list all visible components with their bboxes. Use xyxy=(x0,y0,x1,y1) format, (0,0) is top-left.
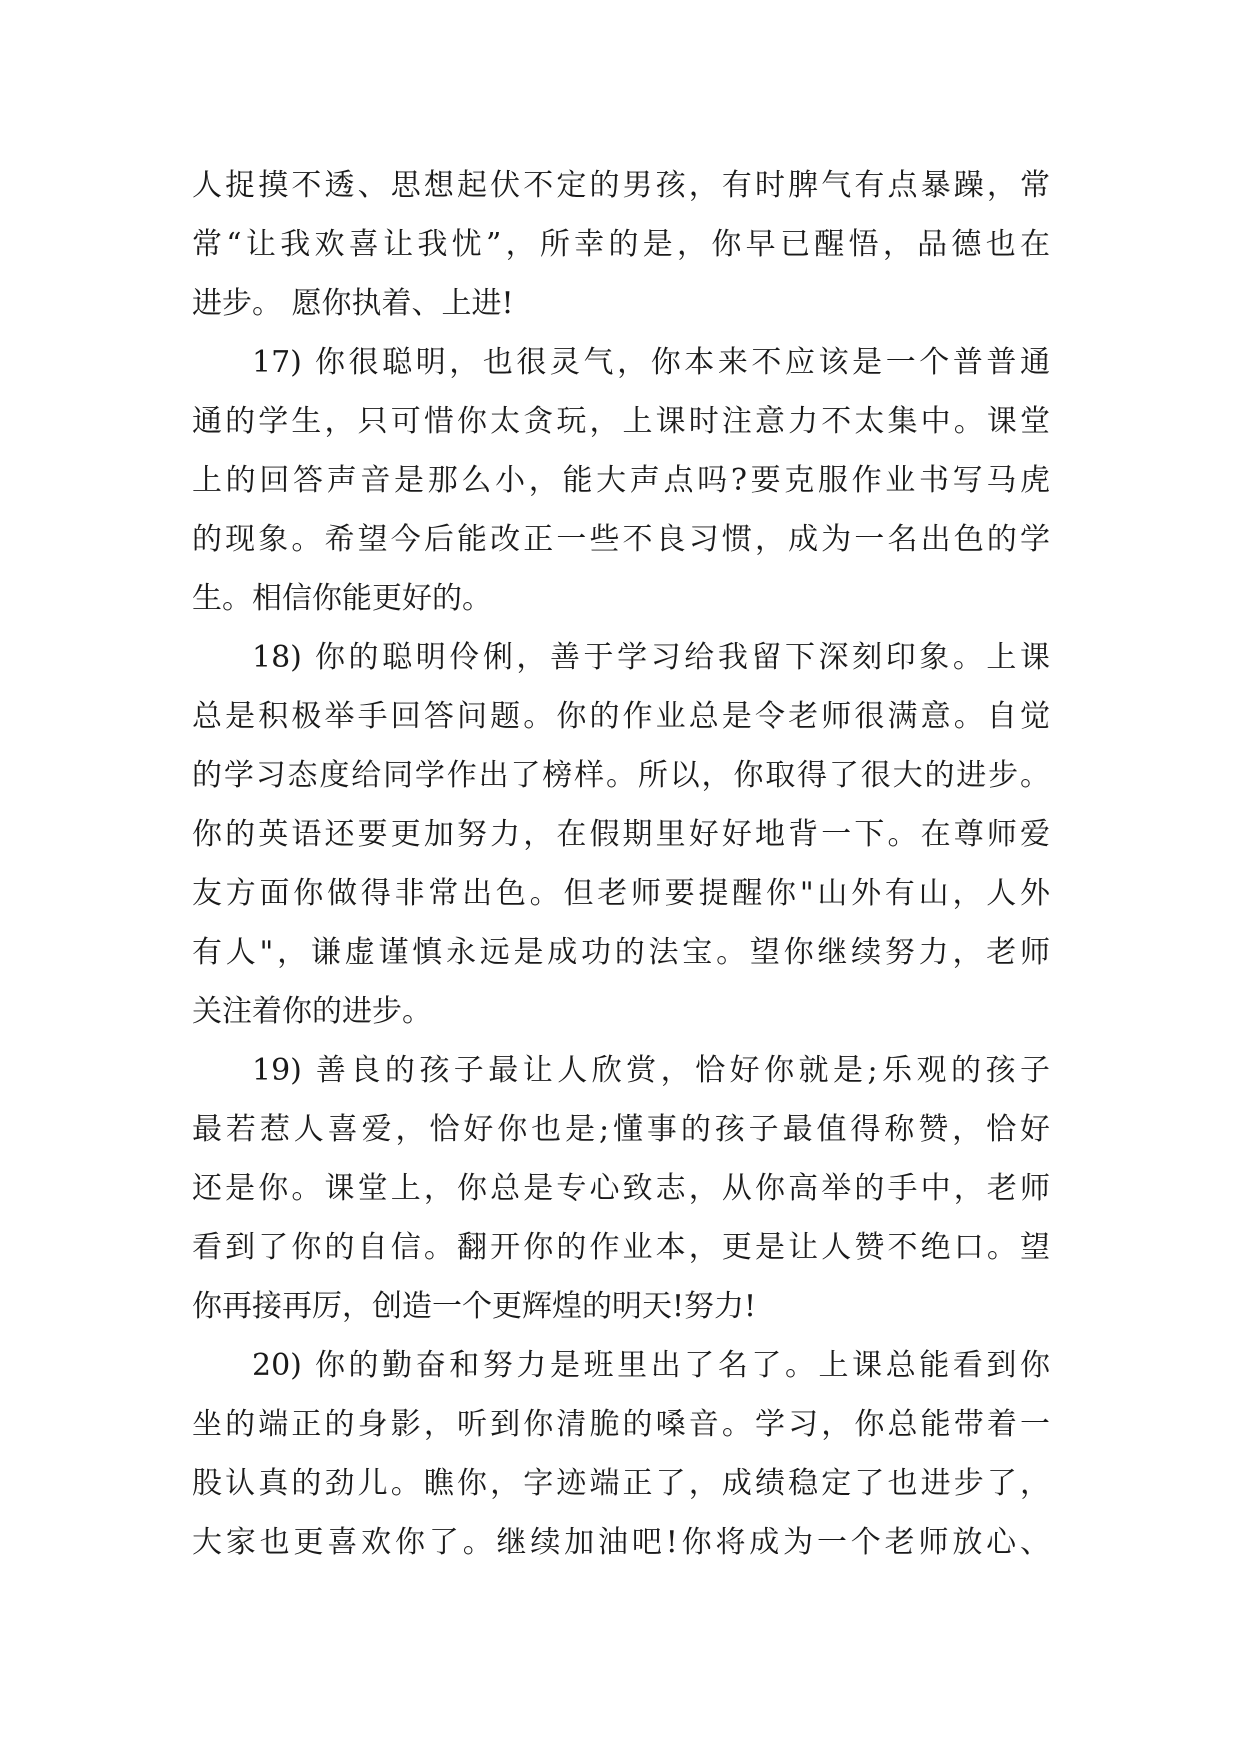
paragraph-comment-18 xyxy=(192,628,1050,1041)
text-line: 18) 你的聪明伶俐，善于学习给我留下深刻印象。上课 xyxy=(252,640,1050,675)
text-line: 上的回答声音是那么小，能大声点吗?要克服作业书写马虎 xyxy=(192,463,1050,498)
text-line: 的现象。希望今后能改正一些不良习惯，成为一名出色的学 xyxy=(192,522,1050,557)
text-line: 20) 你的勤奋和努力是班里出了名了。上课总能看到你 xyxy=(252,1348,1050,1383)
paragraph-comment-17 xyxy=(192,333,1050,628)
text-line: 常“让我欢喜让我忧”，所幸的是，你早已醒悟，品德也在 xyxy=(192,227,1050,262)
text-line: 你再接再厉，创造一个更辉煌的明天!努力! xyxy=(192,1289,757,1324)
paragraph-continuation xyxy=(192,156,1050,333)
text-line: 进步。 愿你执着、上进! xyxy=(192,286,514,321)
text-line: 还是你。课堂上，你总是专心致志，从你高举的手中，老师 xyxy=(192,1171,1050,1206)
text-line: 最若惹人喜爱，恰好你也是;懂事的孩子最值得称赞，恰好 xyxy=(192,1112,1050,1147)
text-line: 17) 你很聪明，也很灵气，你本来不应该是一个普普通 xyxy=(252,345,1050,380)
document-page xyxy=(192,156,1050,1572)
text-line: 友方面你做得非常出色。但老师要提醒你"山外有山，人外 xyxy=(192,876,1050,911)
text-line: 股认真的劲儿。瞧你，字迹端正了，成绩稳定了也进步了， xyxy=(192,1466,1050,1501)
paragraph-comment-19 xyxy=(192,1041,1050,1336)
text-line: 有人"，谦虚谨慎永远是成功的法宝。望你继续努力，老师 xyxy=(192,935,1050,970)
text-line: 19) 善良的孩子最让人欣赏，恰好你就是;乐观的孩子 xyxy=(252,1053,1050,1088)
text-line: 通的学生，只可惜你太贪玩，上课时注意力不太集中。课堂 xyxy=(192,404,1050,439)
text-line: 看到了你的自信。翻开你的作业本，更是让人赞不绝口。望 xyxy=(192,1230,1050,1265)
text-line: 你的英语还要更加努力，在假期里好好地背一下。在尊师爱 xyxy=(192,817,1050,852)
text-line: 坐的端正的身影，听到你清脆的嗓音。学习，你总能带着一 xyxy=(192,1407,1050,1442)
text-line: 的学习态度给同学作出了榜样。所以，你取得了很大的进步。 xyxy=(192,758,1050,793)
text-line: 总是积极举手回答问题。你的作业总是令老师很满意。自觉 xyxy=(192,699,1050,734)
text-line: 大家也更喜欢你了。继续加油吧!你将成为一个老师放心、 xyxy=(192,1525,1050,1560)
text-line: 人捉摸不透、思想起伏不定的男孩，有时脾气有点暴躁，常 xyxy=(192,168,1050,203)
paragraph-comment-20 xyxy=(192,1336,1050,1572)
text-line: 生。相信你能更好的。 xyxy=(192,581,492,616)
text-line: 关注着你的进步。 xyxy=(192,994,432,1029)
